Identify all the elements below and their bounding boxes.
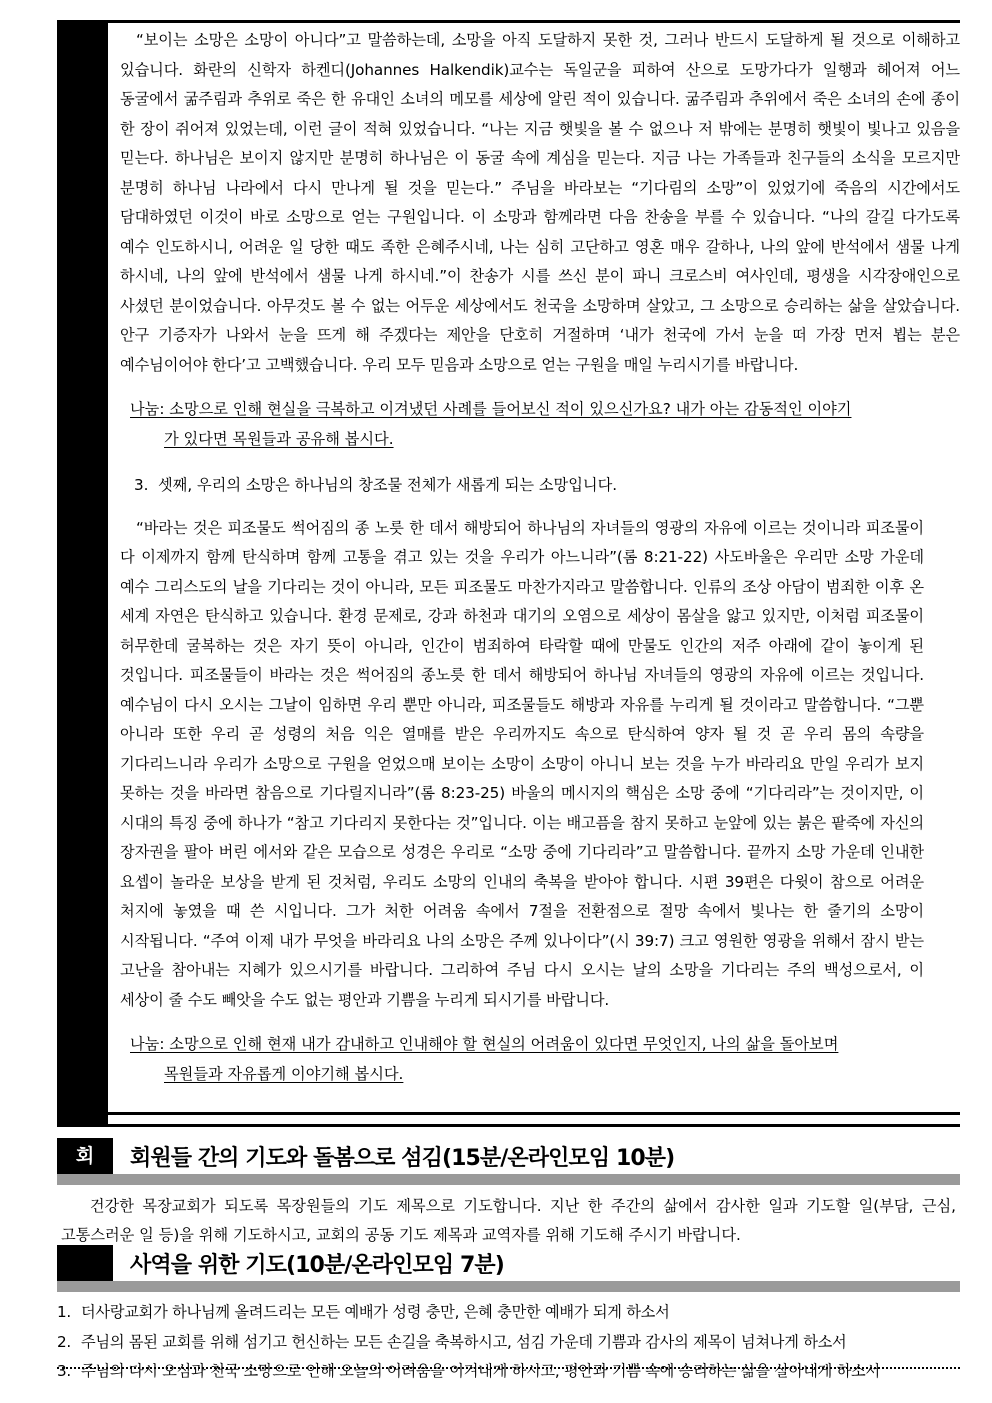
numbered-point-3-text: 셋째, 우리의 소망은 하나님의 창조물 전체가 새롭게 되는 소망입니다. — [158, 476, 618, 494]
section-fellowship-care-gray-rule — [57, 1174, 960, 1185]
sermon-paragraph-1: “보이는 소망은 소망이 아니다”고 말씀하는데, 소망을 아직 도달하지 못한 것, 그러나 반드시 도달하게 될 것으로 이해하고 있습니다. 화란의 신학자 하켄디(Johannes Halkendik)교수는 독일군을 피하여 산으로 도망가다가 일행과 헤어져 어느 동굴에서 굶주림과 추위로 죽은 한 유대인 소녀의 메모를 세상에 알린 적이 있습니다. 굶주림과 추위에서 죽은 소녀의 손에 종이 한 장이 쥐어져 있었는데, 이런 글이 적혀 있었습니다. “나는 지금 햇빛을 볼 수 없으나 저 밖에는 분명히 햇빛이 빛나고 있음을 믿는다. 하나님은 보이지 않지만 분명히 하나님은 이 동굴 속에 계심을 믿는다. 지금 나는 가족들과 친구들의 소식을 모르지만 분명히 하나님 나라에서 다시 만나게 될 것을 믿는다.” 주님을 바라보는 “기다림의 소망”이 있었기에 죽음의 시간에서도 담대하였던 이것이 바로 소망으로 얻는 구원입니다. 이 소망과 함께라면 다음 찬송을 부를 수 있습니다. “나의 갈길 다가도록 예수 인도하시니, 어려운 일 당한 때도 족한 은혜주시네, 나는 심히 고단하고 영혼 매우 갈하나, 나의 앞에 반석에서 샘물 나게 하시네, 나의 앞에 반석에서 샘물 나게 하시네.”이 찬송가 시를 쓰신 분이 파니 크로스비 여사인데, 평생을 시각장애인으로 사셨던 분이었습니다. 아무것도 볼 수 없는 어두운 세상에서도 천국을 소망하며 살았고, 그 소망으로 승리하는 삶을 살았습니다. 안구 기증자가 나와서 눈을 뜨게 해 주겠다는 제안을 단호히 거절하며 ‘내가 천국에 가서 눈을 떠 가장 먼저 뵙는 분은 예수님이어야 한다’고 고백했습니다. 우리 모두 믿음과 소망으로 얻는 구원을 매일 누리시기를 바랍니다. — [120, 31, 960, 374]
sharing-text-1-line2: 가 있다면 목원들과 공유해 봅시다. — [164, 430, 394, 448]
prayer-item-3-number: 3. — [57, 1362, 71, 1380]
section-ministry-prayer-header — [57, 1245, 960, 1281]
section-ministry-prayer — [57, 1245, 960, 1387]
list-item — [57, 1298, 960, 1328]
sharing-text-1-line1: 소망으로 인해 현실을 극복하고 이겨냈던 사례를 들어보신 적이 있으신가요? 내가 아는 감동적인 이야기 — [164, 400, 852, 418]
prayer-item-2-text: 주님의 몸된 교회를 위해 섬기고 헌신하는 모든 손길을 축복하시고, 섬김 가운데 기쁨과 감사의 제목이 넘쳐나게 하소서 — [81, 1332, 847, 1351]
section-fellowship-care-header — [57, 1138, 960, 1174]
section-fellowship-care-badge: 회 — [57, 1138, 113, 1174]
sharing-label-2: 나눔: — [130, 1035, 165, 1053]
numbered-point-3 — [134, 471, 960, 501]
sharing-label-1: 나눔: — [130, 400, 165, 418]
prayer-item-1-text: 더사랑교회가 하나님께 올려드리는 모든 예배가 성령 충만, 은혜 충만한 예배가 되게 하소서 — [81, 1303, 670, 1321]
sharing-text-2-line2: 목원들과 자유롭게 이야기해 봅시다. — [164, 1065, 404, 1083]
numbered-point-3-number: 3. — [134, 476, 149, 494]
section-ministry-prayer-badge — [57, 1245, 113, 1281]
sermon-block-paragraph: “바라는 것은 피조물도 썩어짐의 종 노릇 한 데서 해방되어 하나님의 자녀들의 영광의 자유에 이르는 것이니라 피조물이 다 이제까지 함께 탄식하며 함께 고통을 겪고 있는 것을 우리가 아느니라”(롬 8:21-22) 사도바울은 우리만 소망 가운데 예수 그리스도의 날을 기다리는 것이 아니라, 모든 피조물도 마찬가지라고 말씀합니다. 인류의 조상 아담이 범죄한 이후 온 세계 자연은 탄식하고 있습니다. 환경 문제로, 강과 하천과 대기의 오염으로 세상이 몸살을 앓고 있지만, 이처럼 피조물이 허무한데 굴복하는 것은 자기 뜻이 아니라, 인간이 범죄하여 타락할 때에 만물도 인간의 저주 아래에 같이 놓이게 된 것입니다. 피조물들이 바라는 것은 썩어짐의 종노릇 한 데서 해방되어 하나님 자녀들의 영광의 자유에 이르는 것입니다. 예수님이 다시 오시는 그날이 임하면 우리 뿐만 아니라, 피조물들도 해방과 자유를 누리게 될 것이라고 말씀합니다. “그뿐 아니라 또한 우리 곧 성령의 처음 익은 열매를 받은 우리까지도 속으로 탄식하여 양자 될 것 곧 우리 몸의 속량을 기다리느니라 우리가 소망으로 구원을 얻었으매 보이는 소망이 소망이 아니니 보는 것을 누가 바라리요 만일 우리가 보지 못하는 것을 바라면 참음으로 기다릴지니라”(롬 8:23-25) 바울의 메시지의 핵심은 소망 중에 “기다리라”는 것이지만, 이 시대의 특징 중에 하나가 “참고 기다리지 못한다는 것”입니다. 이는 배고픔을 참지 못하고 눈앞에 있는 붉은 팥죽에 자신의 장자권을 팔아 버린 에서와 같은 모습으로 성경은 우리로 “소망 중에 기다리라”고 말씀합니다. 끝까지 소망 가운데 인내한 요셉이 놀라운 보상을 받게 된 것처럼, 우리도 소망의 인내의 축복을 받아야 합니다. 시편 39편은 다윗이 참으로 어려운 처지에 놓였을 때 쓴 시입니다. 그가 처한 어려움 속에서 7절을 전환점으로 절망 속에서 빛나는 한 줄기의 소망이 시작됩니다. “주여 이제 내가 무엇을 바라리요 나의 소망은 주께 있나이다”(시 39:7) 크고 영원한 영광을 위해서 잠시 받는 고난을 참아내는 지혜가 있으시기를 바랍니다. 그리하여 주님 다시 오시는 날의 소망을 기다리는 주의 백성으로서, 이 세상이 줄 수도 빼앗을 수도 없는 평안과 기쁨을 누리게 되시기를 바랍니다. — [120, 518, 924, 1009]
sharing-text-2-line1: 소망으로 인해 현재 내가 감내하고 인내해야 할 현실의 어려움이 있다면 무엇인지, 나의 삶을 돌아보며 — [164, 1035, 839, 1053]
left-black-gutter-bar — [57, 20, 108, 1125]
upper-zone-closing-rule — [108, 1112, 960, 1115]
prayer-item-1-number: 1. — [57, 1303, 71, 1321]
section-fellowship-care-title: 회원들 간의 기도와 돌봄으로 섬김(15분/온라인모임 10분) — [130, 1145, 675, 1171]
section-ministry-prayer-gray-rule — [57, 1281, 960, 1292]
sharing-prompt-1 — [130, 394, 960, 454]
top-horizontal-rule — [108, 20, 960, 23]
sharing-prompt-2 — [130, 1029, 960, 1089]
list-item — [57, 1357, 960, 1387]
section-fellowship-care — [57, 1138, 960, 1250]
heavy-section-divider-rule — [57, 1124, 960, 1127]
section-ministry-prayer-title: 사역을 위한 기도(10분/온라인모임 7분) — [130, 1252, 504, 1278]
list-item — [57, 1328, 960, 1358]
upper-text-column — [120, 26, 960, 1089]
prayer-item-2-number: 2. — [57, 1332, 71, 1351]
prayer-item-3-text: 주님의 다시 오심과 천국 소망으로 인해 오늘의 어려움을 이겨내게 하시고, 평안과 기쁨 속에 승리하는 삶을 살아내게 하소서 — [81, 1362, 880, 1380]
section-fellowship-care-body: 건강한 목장교회가 되도록 목장원들의 기도 제목으로 기도합니다. 지난 한 주간의 삶에서 감사한 일과 기도할 일(부담, 근심, 고통스러운 일 등)을 위해 기도하시고, 교회의 공동 기도 제목과 교역자를 위해 기도해 주시기 바랍니다. — [61, 1197, 956, 1244]
prayer-request-list — [57, 1298, 960, 1387]
